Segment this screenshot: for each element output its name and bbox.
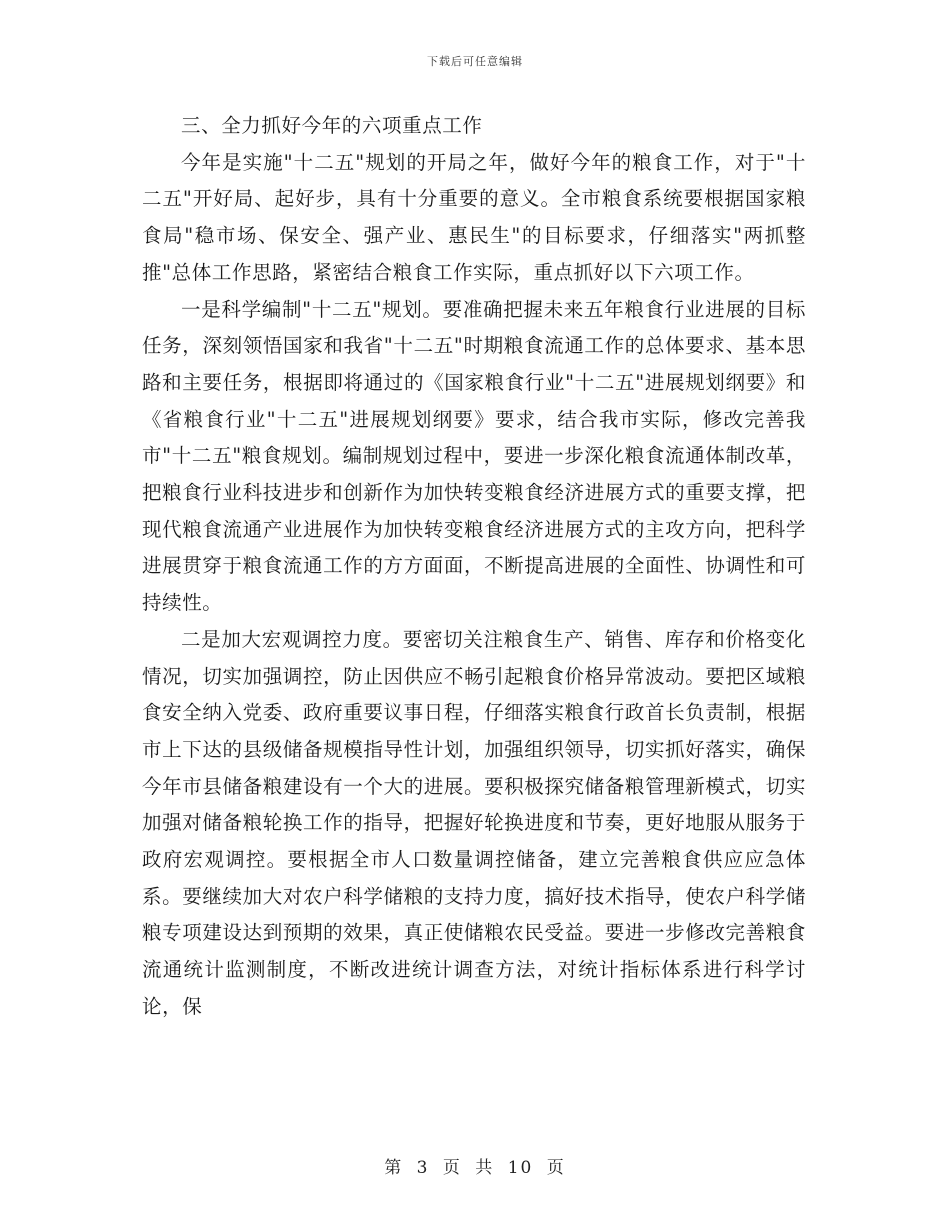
document-body xyxy=(142,108,806,1026)
section-heading: 三、全力抓好今年的六项重点工作 xyxy=(181,114,483,137)
paragraph-item-one: 一是科学编制"十二五"规划。要准确把握未来五年粮食行业进展的目标任务，深刻领悟国家和我省"十二五"时期粮食流通工作的总体要求、基本思路和主要任务，根据即将通过的《国家粮食行业"十二五"进展规划纲要》和《省粮食行业"十二五"进展规划纲要》要求，结合我市实际，修改完善我市"十二五"粮食规划。编制规划过程中，要进一步深化粮食流通体制改革，把粮食行业科技进步和创新作为加快转变粮食经济进展方式的重要支撑，把现代粮食流通产业进展作为加快转变粮食经济进展方式的主攻方向，把科学进展贯穿于粮食流通工作的方方面面，不断提高进展的全面性、协调性和可持续性。 xyxy=(142,297,806,615)
page-number-footer: 第 3 页 共 10 页 xyxy=(384,1158,566,1178)
page-header-note: 下载后可任意编辑 xyxy=(427,55,523,68)
paragraph-item-two: 二是加大宏观调控力度。要密切关注粮食生产、销售、库存和价格变化情况，切实加强调控，防止因供应不畅引起粮食价格异常波动。要把区域粮食安全纳入党委、政府重要议事日程，仔细落实粮食行政首长负责制，根据市上下达的县级储备规模指导性计划，加强组织领导，切实抓好落实，确保今年市县储备粮建设有一个大的进展。要积极探究储备粮管理新模式，切实加强对储备粮轮换工作的指导，把握好轮换进度和节奏，更好地服从服务于政府宏观调控。要根据全市人口数量调控储备，建立完善粮食供应应急体系。要继续加大对农户科学储粮的支持力度，搞好技术指导，使农户科学储粮专项建设达到预期的效果，真正使储粮农民受益。要进一步修改完善粮食流通统计监测制度，不断改进统计调查方法，对统计指标体系进行科学讨论，保 xyxy=(142,627,806,1018)
paragraph-intro: 今年是实施"十二五"规划的开局之年，做好今年的粮食工作，对于"十二五"开好局、起好步，具有十分重要的意义。全市粮食系统要根据国家粮食局"稳市场、保安全、强产业、惠民生"的目标要求，仔细落实"两抓整推"总体工作思路，紧密结合粮食工作实际，重点抓好以下六项工作。 xyxy=(142,150,806,284)
